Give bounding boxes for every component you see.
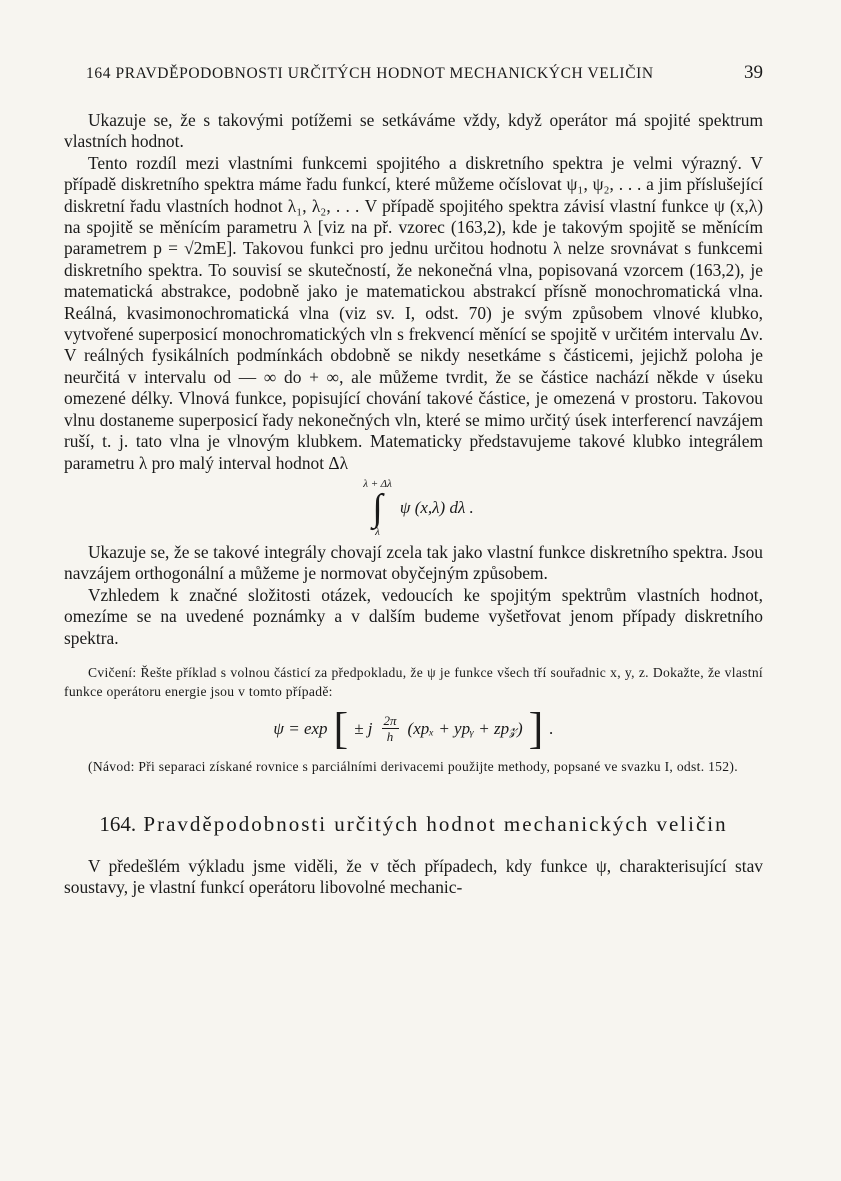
paragraph-2: Tento rozdíl mezi vlastními funkcemi spojitého a diskretního spektra je velmi výrazný. V případě diskretního spektra máme řadu funkcí, které můžeme očíslovat ψ₁, ψ₂, . . . a jim příslušející diskretní řadu vlastních hodnot λ₁, λ₂, . . . V případě spojitého spektra závisí vlastní funkce ψ (x,λ) na spojitě se měnícím parametru λ [viz na př. vzorec (163,2), kde je takovým spojitě se měnícím parametrem p = √2mE]. Takovou funkci pro jednu určitou hodnotu λ nelze srovnávat s funkcemi diskretního spektra. To souvisí se skutečností, že nekonečná vlna, popisovaná vzorcem (163,2), je matematická abstrakce, podobně jako je matematickou abstrakcí přísně monochromatická vlna. Reálná, kvasimonochromatická vlna (viz sv. I, odst. 70) je svým způsobem vlnové klubko, vytvořené superposicí monochromatických vln s frekvencí měnící se spojitě v určitém intervalu Δν. V reálných fysikálních podmínkách obdobně se nikdy nesetkáme s částicemi, jejichž poloha je neurčitá v intervalu od — ∞ do + ∞, ale můžeme tvrdit, že se částice nachází někde v úseku omezené délky. Vlnová funkce, popisující chování takové částice, je omezená v prostoru. Takovou vlnu dostaneme superposicí řady nekonečných vln, které se mimo určitý úsek interferencí navzájem ruší, t. j. tato vlna je vlnovým klubkem. Matematicky představujeme takové klubko integrálem parametru λ pro malý interval hodnot Δλ bbox=[64, 152, 763, 473]
right-bracket-icon: ] bbox=[528, 703, 544, 753]
page-number: 39 bbox=[744, 62, 763, 83]
integral-formula bbox=[64, 478, 763, 538]
integrand: ψ (x,λ) dλ . bbox=[399, 497, 474, 517]
paragraph-4: Vzhledem k značné složitosti otázek, vedoucích ke spojitým spektrům vlastních hodnot, omezíme se na uvedené poznámky a v dalším budeme vyšetřovat jenom případy diskretního spektra. bbox=[64, 584, 763, 648]
section-number: 164. bbox=[99, 811, 137, 836]
eq-rhs: (xpₓ + ypᵧ + zp𝓏) bbox=[407, 718, 523, 738]
integral-sign-icon: ∫ bbox=[372, 486, 383, 529]
paragraph-3: Ukazuje se, že se takové integrály chovají zcela tak jako vlastní funkce diskretního spektra. Jsou navzájem orthogonální a můžeme je normovat obyčejným způsobem. bbox=[64, 541, 763, 584]
section-title: Pravděpodobnosti určitých hodnot mechanických veličin bbox=[143, 811, 728, 836]
eq-end: . bbox=[549, 718, 554, 738]
exercise-block bbox=[64, 663, 763, 776]
eq-frac-num: 2π bbox=[383, 713, 397, 729]
integral-lower-limit: λ bbox=[375, 525, 380, 538]
closing-paragraph: V předešlém výkladu jsme viděli, že v těch případech, kdy funkce ψ, charakterisující stav soustavy, je vlastní funkcí operátoru libovolné mechanic- bbox=[64, 855, 763, 898]
exercise-equation bbox=[64, 703, 763, 753]
header-title: 164 PRAVDĚPODOBNOSTI URČITÝCH HODNOT MECHANICKÝCH VELIČIN bbox=[86, 65, 654, 82]
paragraph-1: Ukazuje se, že s takovými potížemi se setkáváme vždy, když operátor má spojité spektrum vlastních hodnot. bbox=[64, 110, 763, 152]
eq-frac-den: h bbox=[386, 729, 394, 745]
exercise-hint: (Návod: Při separaci získané rovnice s parciálními derivacemi použijte methody, popsané ve svazku I, odst. 152). bbox=[88, 758, 738, 774]
left-bracket-icon: [ bbox=[333, 703, 349, 753]
eq-fraction bbox=[382, 713, 399, 744]
running-header bbox=[64, 62, 763, 84]
exercise-text: Cvičení: Řešte příklad s volnou částicí za předpokladu, že ψ je funkce všech tří souřadnic x, y, z. Dokažte, že vlastní funkce operátoru energie jsou v tomto případě: bbox=[64, 664, 763, 699]
eq-pm: ± j bbox=[354, 718, 373, 738]
eq-lhs: ψ = exp bbox=[273, 718, 328, 738]
integral-upper-limit: λ + Δλ bbox=[363, 477, 392, 490]
section-heading bbox=[64, 812, 763, 836]
